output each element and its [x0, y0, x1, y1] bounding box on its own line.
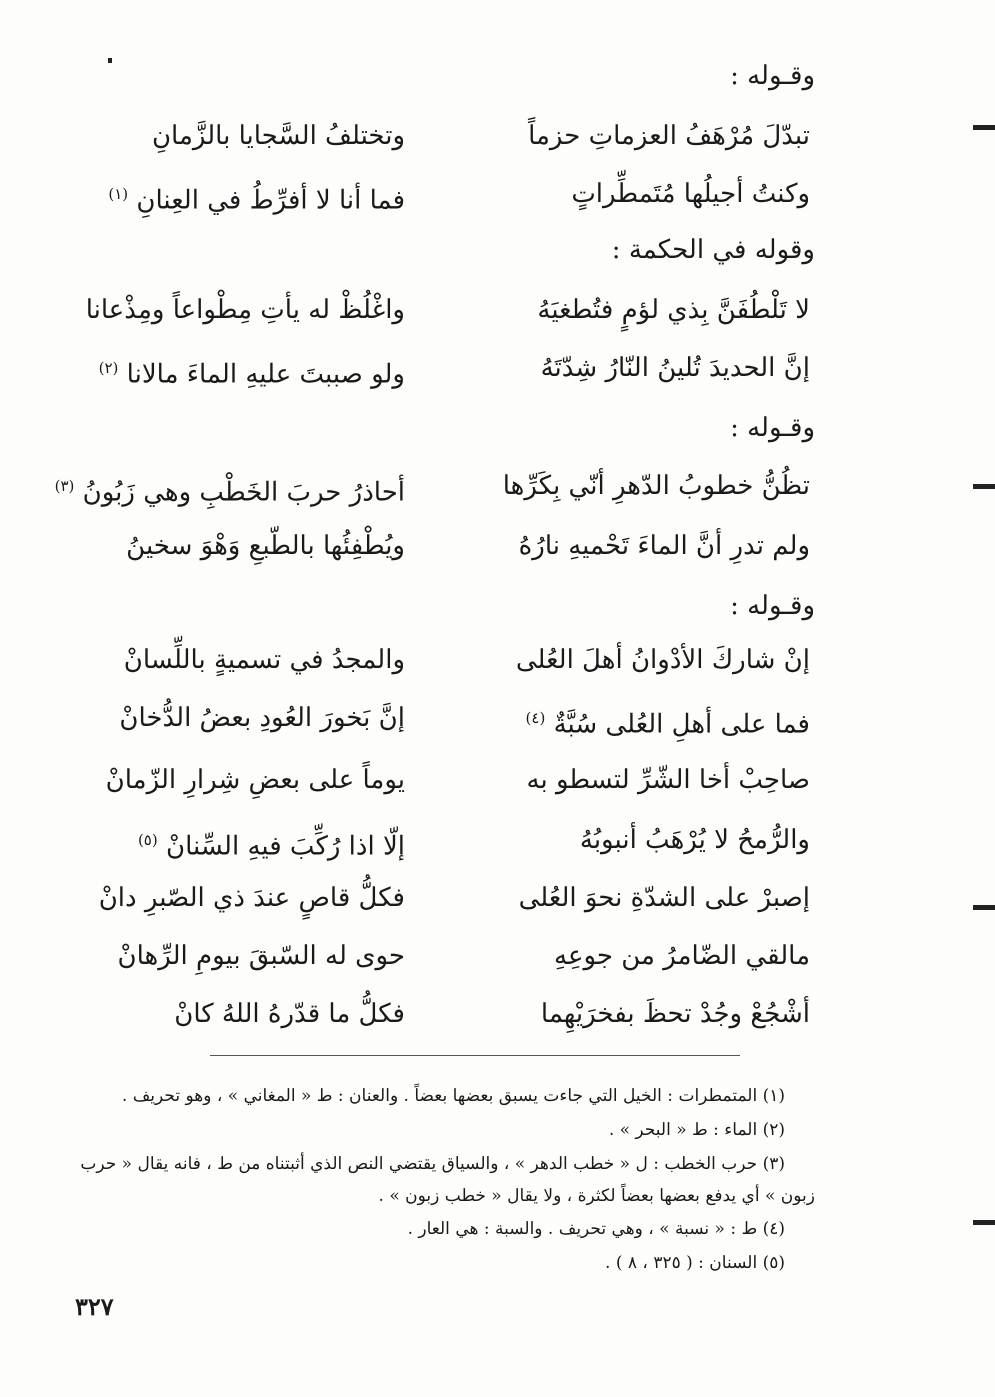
footnote-ref: (١) [108, 185, 129, 203]
verse-left-hemistich: إنَّ بَخورَ العُودِ بعضُ الدُّخانْ [119, 703, 405, 733]
footnote: (٤) ط : « نسبة » ، وهي تحريف . والسبة : هي العار . [407, 1219, 785, 1239]
verse-right-hemistich: والرُّمحُ لا يُرْهَبُ أنبوبُهُ [579, 825, 810, 855]
verse-right-hemistich: ولم تدرِ أنَّ الماءَ تَحْميهِ نارُهُ [518, 531, 810, 561]
verse-right-hemistich: إصبرْ على الشدّةِ نحوَ العُلى [518, 883, 810, 913]
footnote-ref: (٤) [525, 709, 546, 727]
verse-right-hemistich: إنْ شاركَ الأدْوانُ أهلَ العُلى [515, 645, 810, 675]
verse-right-hemistich: تظُنُّ خطوبُ الدّهرِ أنّي بِكَرِّها [502, 471, 810, 501]
verse-left-hemistich: إلّا اذا رُكِّبَ فيهِ السِّنانْ $^{(٥)}$ [137, 831, 405, 862]
verse-left-hemistich: فكلُّ قاصٍ عندَ ذي الصّبرِ دانْ [98, 883, 405, 913]
page-number: ٣٢٧ [75, 1292, 114, 1321]
verse-right-hemistich: إنَّ الحديدَ تُلينُ النّارُ شِدّتَهُ [540, 353, 810, 383]
verse-left-hemistich: والمجدُ في تسميةٍ باللِّسانْ [123, 645, 405, 675]
verse-right-hemistich: صاحِبْ أخا الشّرِّ لتسطو به [526, 765, 810, 795]
verse-left-hemistich: وتختلفُ السَّجايا بالزَّمانِ [151, 121, 405, 151]
verse-left-hemistich: واغْلُظْ له يأتِ مِطْواعاً ومِذْعانا [85, 295, 405, 325]
verse-left-hemistich: حوى له السّبقَ بيومِ الرِّهانْ [117, 941, 405, 971]
verse-left-hemistich: ويُطْفِئُها بالطّبعِ وَهْوَ سخينُ [126, 531, 405, 561]
section-header: وقـوله : [730, 591, 815, 621]
ink-dot [108, 58, 112, 63]
footnote: زبون » أي يدفع بعضها بعضاً لكثرة ، ولا يقال « خطب زبون » . [378, 1186, 815, 1206]
verse-left-hemistich: فما أنا لا أفرِّطُ في العِنانِ $^{(١)}$ [108, 185, 405, 216]
margin-mark [973, 125, 995, 130]
footnote: (٥) السنان : ( ٣٢٥ ، ٨ ) . [605, 1253, 785, 1273]
footnote-separator [210, 1055, 740, 1056]
footnote-ref: (٣) [54, 477, 75, 495]
verse-right-hemistich: أشْجُعْ وجُدْ تحظَ بفخرَيْهِما [540, 999, 810, 1029]
verse-left-hemistich: يوماً على بعضِ شِرارِ الزّمانْ [105, 765, 405, 795]
footnote: (٣) حرب الخطب : ل « خطب الدهر » ، والسياق يقتضي النص الذي أثبتناه من ط ، فانه يقال « حرب [80, 1154, 785, 1174]
verse-right-hemistich: وكنتُ أجيلُها مُتَمطِّراتٍ [571, 179, 810, 209]
verse-left-hemistich: ولو صببتَ عليهِ الماءَ مالانا $^{(٢)}$ [98, 359, 405, 390]
section-header: وقوله في الحكمة : [611, 235, 815, 265]
footnote-ref: (٢) [98, 359, 119, 377]
verse-right-hemistich: فما على أهلِ العُلى سُبَّةٌ $^{(٤)}$ [525, 709, 810, 740]
verse-right-hemistich: لا تَلْطُفَنَّ بِذي لؤمٍ فتُطغيَهُ [537, 295, 810, 325]
margin-mark [973, 905, 995, 910]
verse-right-hemistich: تبدّلَ مُرْهَفُ العزماتِ حزماً [528, 121, 810, 151]
verse-left-hemistich: فكلُّ ما قدّرهُ اللهُ كانْ [174, 999, 405, 1029]
verse-right-hemistich: مالقي الضّامرُ من جوعِهِ [554, 941, 810, 971]
footnote: (٢) الماء : ط « البحر » . [608, 1120, 785, 1140]
section-header: وقـوله : [730, 413, 815, 443]
margin-mark [973, 1220, 995, 1225]
verse-left-hemistich: أحاذرُ حربَ الخَطْبِ وهي زَبُونُ $^{(٣)}$ [54, 477, 405, 508]
footnote-ref: (٥) [137, 831, 158, 849]
section-header: وقـوله : [730, 61, 815, 91]
footnote: (١) المتمطرات : الخيل التي جاءت يسبق بعضها بعضاً . والعنان : ط « المغاني » ، وهو تحريف . [121, 1086, 785, 1106]
margin-mark [973, 484, 995, 489]
